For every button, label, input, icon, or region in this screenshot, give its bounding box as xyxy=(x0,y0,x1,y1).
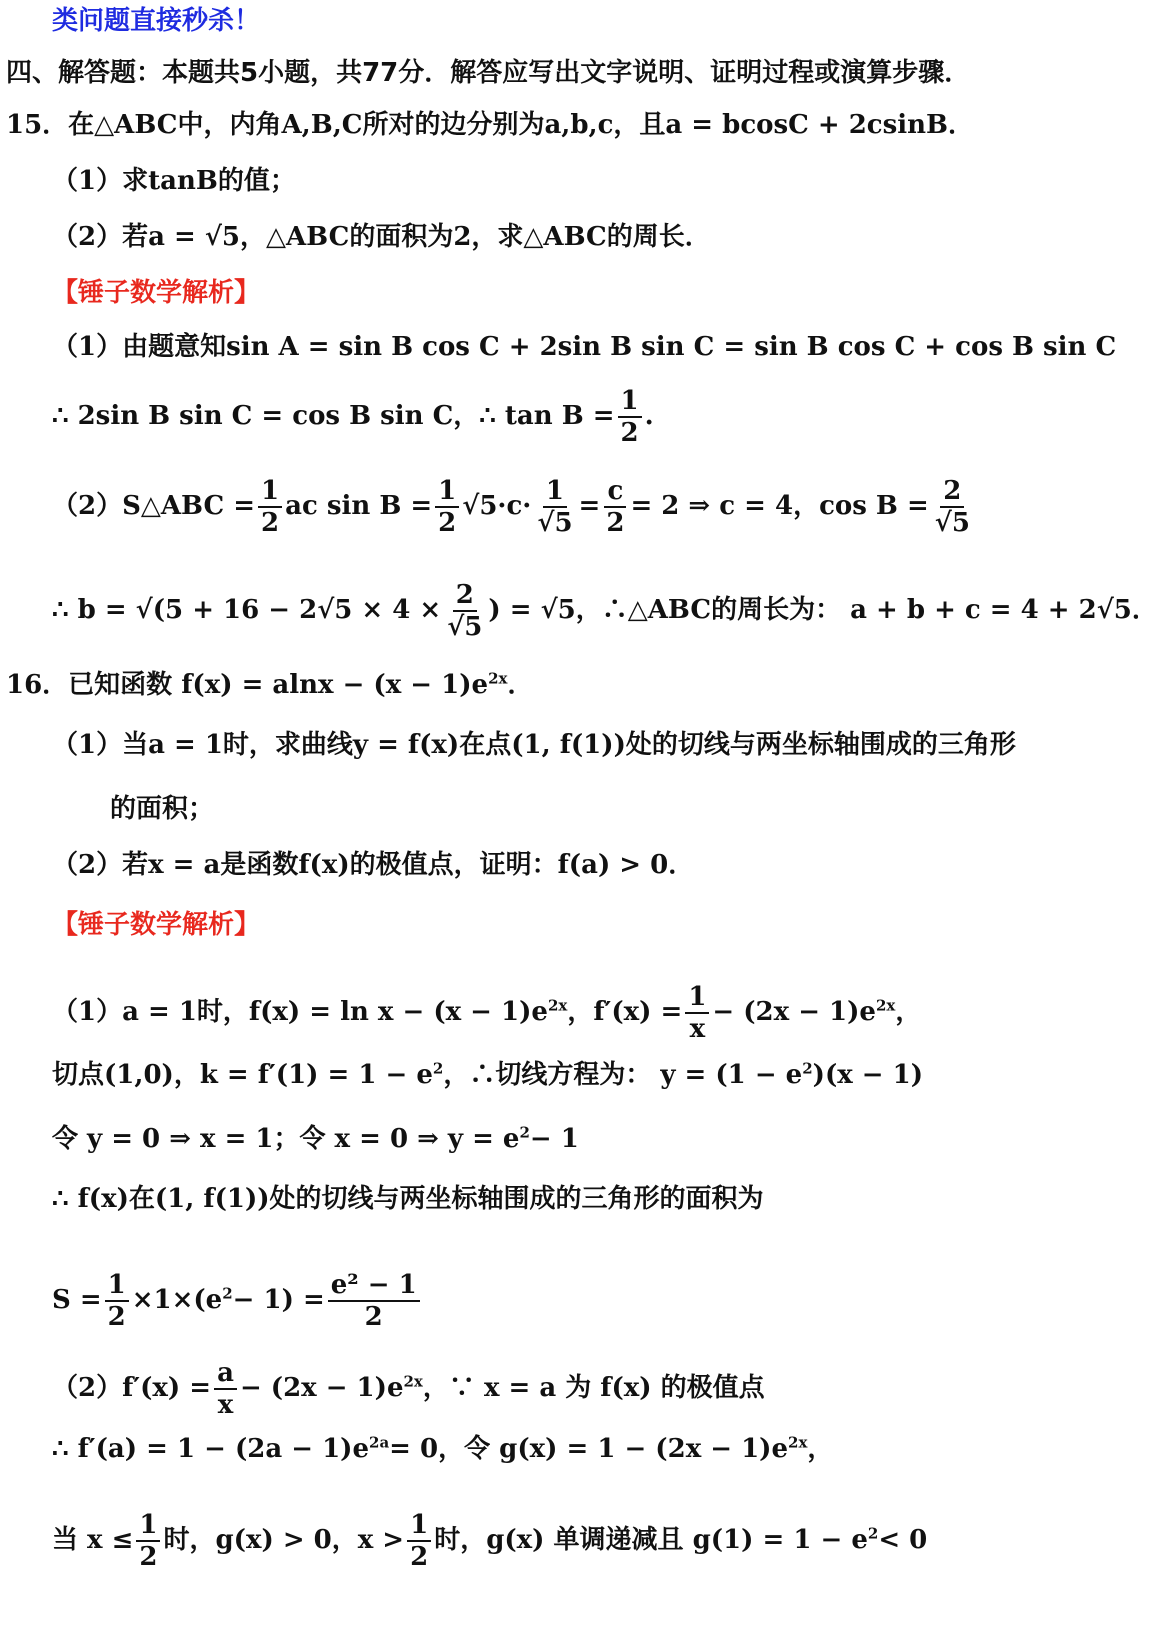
superscript: 2a xyxy=(369,1433,390,1452)
numerator: 1 xyxy=(105,1270,129,1302)
denominator: √5 xyxy=(537,508,573,538)
text-segment: ) = √5，∴△ABC的周长为： a + b + c = 4 + 2√5． xyxy=(488,595,1158,625)
superscript: 2x xyxy=(875,996,896,1015)
numerator: 2 xyxy=(940,476,964,508)
fraction xyxy=(258,476,282,538)
text-segment: （2）S△ABC = xyxy=(52,491,256,521)
text-segment: （2）f′(x) = xyxy=(52,1373,212,1403)
text-segment: 时，g(x) 单调递减且 g(1) = 1 − e xyxy=(434,1525,868,1555)
solution-heading: 【锤子数学解析】 xyxy=(52,910,261,940)
text-segment: = 2 ⇒ c = 4，cos B = xyxy=(630,491,929,521)
text-segment: )(x − 1) xyxy=(812,1060,924,1090)
text-line: 类问题直接秒杀！ xyxy=(52,6,261,36)
denominator: 2 xyxy=(261,508,280,538)
solution-line: ∴ 2sin B sin C = cos B sin C，∴ tan B = $\frac{1}{2}$ . xyxy=(52,386,654,448)
solution-line xyxy=(52,1358,765,1420)
text-segment: ∴ f′(a) = 1 − (2a − 1)e xyxy=(52,1434,370,1464)
problem-15-part-2: （2）若a = √5，△ABC的面积为2，求△ABC的周长． xyxy=(52,222,711,252)
denominator: 2 xyxy=(364,1302,383,1332)
text-segment: = xyxy=(578,491,601,521)
solution-line: （1）由题意知sin A = sin B cos C + 2sin B sin C = sin B cos C + cos B sin C xyxy=(52,332,1117,362)
superscript: 2 xyxy=(519,1123,530,1142)
denominator: 2 xyxy=(139,1542,158,1572)
numerator: 1 xyxy=(685,982,709,1014)
fraction xyxy=(407,1510,431,1572)
text-segment: < 0 xyxy=(878,1525,928,1555)
denominator: 2 xyxy=(107,1302,126,1332)
text-segment: − (2x − 1)e xyxy=(712,997,876,1027)
problem-16-part-1-cont: 的面积； xyxy=(110,794,215,824)
superscript: 2x xyxy=(488,669,508,688)
numerator: c xyxy=(604,476,626,508)
numerator: 1 xyxy=(136,1510,160,1542)
superscript: 2 xyxy=(222,1284,233,1303)
text-segment: ∴ b = √(5 + 16 − 2√5 × 4 × xyxy=(52,595,442,625)
problem-16-part-2: （2）若x = a是函数f(x)的极值点，证明：f(a) > 0． xyxy=(52,850,695,880)
text-segment: 16．已知函数 f(x) = alnx − (x − 1)e xyxy=(6,670,489,700)
solution-line xyxy=(52,1270,423,1332)
numerator: 1 xyxy=(543,476,567,508)
numerator: 1 xyxy=(618,386,642,418)
superscript: 2x xyxy=(547,996,568,1015)
solution-heading: 【锤子数学解析】 xyxy=(52,278,261,308)
superscript: 2 xyxy=(432,1059,444,1078)
superscript: 2x xyxy=(403,1372,423,1391)
text-segment: ×1×(e xyxy=(131,1285,223,1315)
problem-15-part-1: （1）求tanB的值； xyxy=(52,166,296,196)
numerator: 1 xyxy=(407,1510,431,1542)
problem-16-statement: 16．已知函数 $f(x) = alnx - (x - 1)e^{2x}$． xyxy=(6,669,534,700)
text-segment: = 0，令 g(x) = 1 − (2x − 1)e xyxy=(389,1434,789,1464)
section-heading: 四、解答题：本题共5小题，共77分．解答应写出文字说明、证明过程或演算步骤． xyxy=(6,58,971,88)
superscript: 2x xyxy=(788,1433,808,1452)
text-segment: − 1) = xyxy=(232,1285,325,1315)
denominator: √5 xyxy=(447,612,483,642)
fraction xyxy=(444,580,485,642)
denominator: √5 xyxy=(934,508,970,538)
fraction xyxy=(136,1510,160,1572)
text-segment: 时，g(x) > 0，x > xyxy=(163,1525,405,1555)
fraction xyxy=(214,1358,237,1420)
solution-line: （1）a = 1时，$f(x) = \ln x - (x - 1)e^{2x}$，f′(x) = $\frac{1}{x}$ − $(2x - 1)e^{2x}$， xyxy=(52,982,922,1044)
solution-line xyxy=(52,1060,923,1090)
text-segment: （1）a = 1时，f(x) = ln x − (x − 1)e xyxy=(52,997,548,1027)
superscript: 2 xyxy=(867,1524,879,1543)
denominator: x xyxy=(689,1014,706,1044)
text-segment: 切点(1,0)，k = f′(1) = 1 − e xyxy=(52,1060,433,1090)
fraction xyxy=(685,982,709,1044)
fraction xyxy=(932,476,973,538)
numerator: 2 xyxy=(453,580,477,612)
solution-line: ∴ f(x)在(1, f(1))处的切线与两坐标轴围成的三角形的面积为 xyxy=(52,1184,764,1214)
denominator: 2 xyxy=(606,508,625,538)
fraction xyxy=(435,476,459,538)
text-segment: ac sin B = xyxy=(285,491,433,521)
solution-line xyxy=(52,1124,579,1154)
fraction xyxy=(603,476,627,538)
numerator: e² − 1 xyxy=(328,1270,420,1302)
text-segment: ，f′(x) = xyxy=(567,997,683,1027)
text-segment: S = xyxy=(52,1285,102,1315)
text-segment: ，∴切线方程为： y = (1 − e xyxy=(443,1060,803,1090)
solution-line xyxy=(52,580,1158,642)
denominator: 2 xyxy=(410,1542,429,1572)
fraction xyxy=(618,386,642,448)
text-segment: − (2x − 1)e xyxy=(239,1373,404,1403)
text-segment: 令 y = 0 ⇒ x = 1；令 x = 0 ⇒ y = e xyxy=(52,1124,520,1154)
text-segment: 当 x ≤ xyxy=(52,1525,134,1555)
solution-line xyxy=(52,1510,927,1572)
text-segment: ∴ 2sin B sin C = cos B sin C，∴ tan B = xyxy=(52,401,615,431)
superscript: 2 xyxy=(802,1059,813,1078)
problem-16-part-1: （1）当a = 1时，求曲线y = f(x)在点(1, f(1))处的切线与两坐标轴围成的三角形 xyxy=(52,730,1016,760)
denominator: 2 xyxy=(438,508,457,538)
fraction xyxy=(105,1270,129,1332)
denominator: x xyxy=(217,1390,234,1420)
text-segment: − 1 xyxy=(529,1124,579,1154)
numerator: 1 xyxy=(435,476,459,508)
solution-line xyxy=(52,476,976,538)
text-segment: √5·c· xyxy=(462,491,532,521)
fraction xyxy=(534,476,575,538)
numerator: a xyxy=(214,1358,237,1390)
denominator: 2 xyxy=(620,418,639,448)
fraction xyxy=(328,1270,420,1332)
text-segment: ，∵ x = a 为 f(x) 的极值点 xyxy=(422,1373,765,1403)
solution-line: ∴ $f'(a) = 1 - (2a - 1)e^{2a}= 0$，令 $g(x) = 1 - (2x - 1)e^{2x}$， xyxy=(52,1433,834,1464)
problem-15-statement: 15．在△ABC中，内角A,B,C所对的边分别为a,b,c，且a = bcosC + 2csinB． xyxy=(6,110,975,140)
numerator: 1 xyxy=(258,476,282,508)
